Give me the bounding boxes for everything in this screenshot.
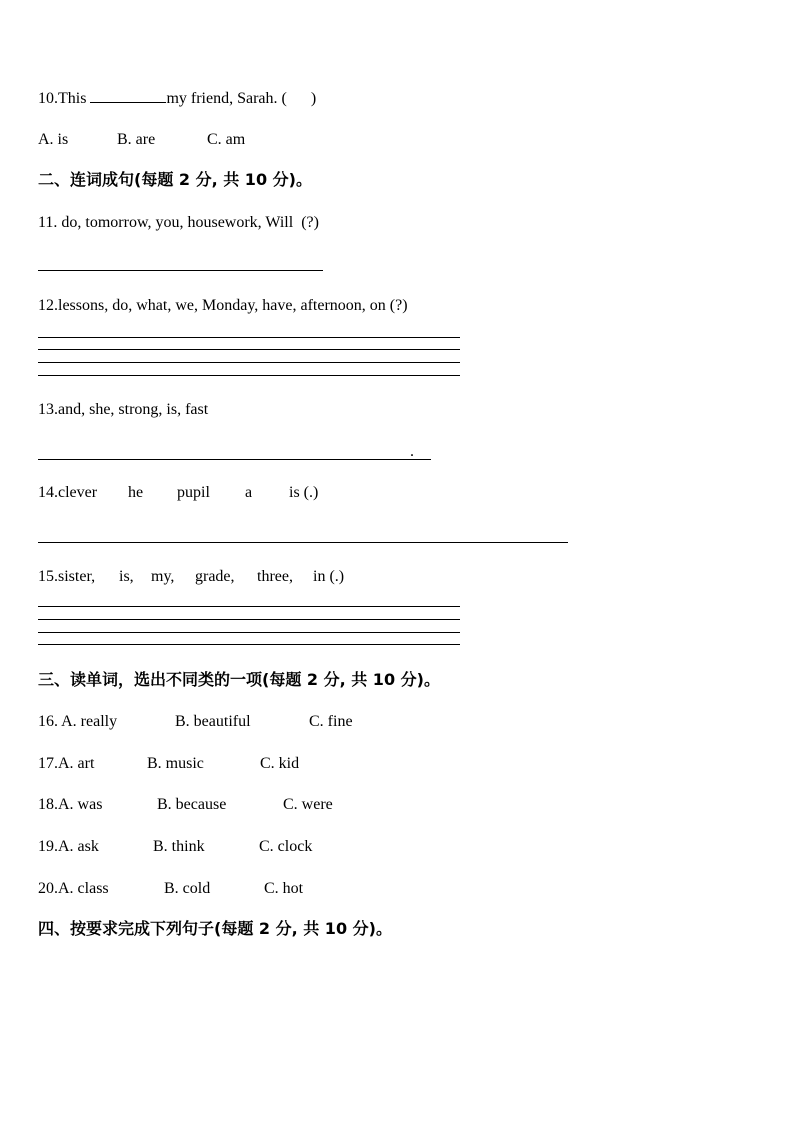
q10-option-b: B. are: [117, 131, 156, 148]
q15-word-3: my,: [151, 568, 175, 585]
q13-answer-line[interactable]: [38, 459, 431, 460]
q18-option-c: C. were: [283, 796, 333, 813]
question-15: [38, 567, 344, 587]
q15-word-4: grade,: [195, 568, 235, 585]
q18-option-a: 18.A. was: [38, 796, 103, 813]
question-20: [38, 879, 303, 899]
q14-word-1: 14.clever: [38, 484, 98, 501]
q16-option-b: B. beautiful: [175, 713, 251, 730]
question-12: 12.lessons, do, what, we, Monday, have, afternoon, on (?): [38, 297, 408, 314]
q15-word-1: 15.sister,: [38, 568, 96, 585]
q15-word-6: in (.): [313, 568, 345, 585]
q13-period: .: [410, 443, 414, 460]
section-3-heading: 三、读单词，选出不同类的一项(每题 2 分, 共 10 分)。: [38, 670, 440, 689]
q20-option-c: C. hot: [264, 880, 304, 897]
q17-option-c: C. kid: [260, 755, 300, 772]
q20-option-a: 20.A. class: [38, 880, 109, 897]
question-17: [38, 754, 299, 774]
q15-word-5: three,: [257, 568, 293, 585]
q14-word-4: a: [245, 484, 253, 501]
q16-option-a: 16. A. really: [38, 713, 118, 730]
q18-option-b: B. because: [157, 796, 227, 813]
q17-option-a: 17.A. art: [38, 755, 95, 772]
q14-word-3: pupil: [177, 484, 210, 501]
q16-option-c: C. fine: [309, 713, 353, 730]
q20-option-b: B. cold: [164, 880, 211, 897]
q19-option-b: B. think: [153, 838, 205, 855]
q10-option-c: C. am: [207, 131, 246, 148]
q15-word-2: is,: [119, 568, 134, 585]
q12-answer-line-2[interactable]: [38, 349, 460, 350]
q15-answer-line-2[interactable]: [38, 619, 460, 620]
question-18: [38, 795, 333, 815]
q11-answer-line[interactable]: [38, 270, 323, 271]
q10-answer-blank[interactable]: [90, 88, 166, 103]
q10-close-paren: ): [310, 90, 317, 107]
section-2-heading: 二、连词成句(每题 2 分, 共 10 分)。: [38, 170, 312, 189]
q19-option-a: 19.A. ask: [38, 838, 99, 855]
q12-answer-line-4[interactable]: [38, 375, 460, 376]
q15-answer-line-3[interactable]: [38, 632, 460, 633]
q17-option-b: B. music: [147, 755, 204, 772]
q10-option-a: A. is: [38, 131, 69, 148]
q19-option-c: C. clock: [259, 838, 313, 855]
question-16: [38, 712, 353, 732]
section-4-heading: 四、按要求完成下列句子(每题 2 分, 共 10 分)。: [38, 919, 392, 938]
question-11: 11. do, tomorrow, you, housework, Will (?): [38, 214, 319, 231]
q14-word-5: is (.): [289, 484, 319, 501]
q15-answer-line-1[interactable]: [38, 606, 460, 607]
question-19: [38, 837, 312, 857]
q14-word-2: he: [128, 484, 144, 501]
q12-answer-line-3[interactable]: [38, 362, 460, 363]
question-14: [38, 483, 318, 503]
q10-options: [38, 130, 245, 150]
q14-answer-line[interactable]: [38, 542, 568, 543]
q15-answer-line-4[interactable]: [38, 644, 460, 645]
q10-prefix: 10.This: [38, 90, 87, 107]
q12-answer-line-1[interactable]: [38, 337, 460, 338]
question-13: 13.and, she, strong, is, fast: [38, 401, 209, 418]
q10-suffix: my friend, Sarah. (: [166, 90, 287, 107]
question-10: [38, 88, 316, 109]
